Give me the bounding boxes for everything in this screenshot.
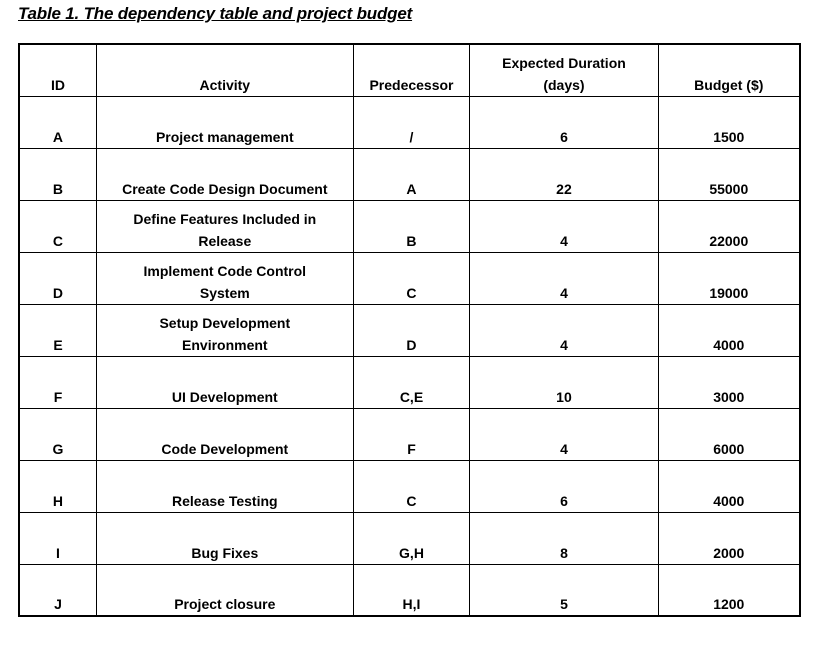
cell-predecessor: C,E [353, 356, 470, 408]
activity-line2: System [199, 284, 250, 301]
activity-line1: UI Development [171, 388, 278, 405]
table-row [19, 512, 800, 564]
table-row [19, 200, 800, 252]
cell-predecessor: B [353, 200, 470, 252]
activity-line1: Project closure [174, 596, 276, 612]
cell-activity [96, 200, 353, 252]
cell-duration: 4 [470, 408, 658, 460]
header-id: ID [19, 44, 96, 96]
table-row [19, 252, 800, 304]
activity-line1: Release Testing [172, 492, 278, 509]
cell-budget: 3000 [658, 356, 800, 408]
cell-budget: 4000 [658, 304, 800, 356]
cell-id: B [19, 148, 96, 200]
cell-activity [96, 148, 353, 200]
table-row [19, 96, 800, 148]
cell-id: C [19, 200, 96, 252]
cell-predecessor: / [353, 96, 470, 148]
table-header-row [19, 44, 800, 96]
activity-line2: Environment [182, 336, 268, 353]
cell-predecessor: G,H [353, 512, 470, 564]
activity-line1: Define Features Included in [133, 210, 317, 227]
cell-budget: 1500 [658, 96, 800, 148]
cell-predecessor: C [353, 460, 470, 512]
activity-line1: Bug Fixes [191, 544, 259, 561]
cell-predecessor: A [353, 148, 470, 200]
cell-predecessor: H,I [353, 564, 470, 616]
cell-id: A [19, 96, 96, 148]
cell-id: D [19, 252, 96, 304]
table-row [19, 356, 800, 408]
header-budget: Budget ($) [658, 44, 800, 96]
cell-budget: 19000 [658, 252, 800, 304]
cell-budget: 55000 [658, 148, 800, 200]
activity-line1: Project management [155, 128, 294, 145]
table-row [19, 564, 800, 616]
header-expected-duration [470, 44, 658, 96]
activity-line1: Code Development [161, 440, 289, 457]
cell-id: I [19, 512, 96, 564]
cell-id: F [19, 356, 96, 408]
header-duration-line2: (days) [543, 76, 585, 93]
cell-id: H [19, 460, 96, 512]
activity-line2: Release [198, 232, 252, 249]
cell-duration: 6 [470, 96, 658, 148]
table-row [19, 460, 800, 512]
cell-duration: 6 [470, 460, 658, 512]
table-caption: Table 1. The dependency table and project budget [18, 4, 413, 23]
cell-budget: 22000 [658, 200, 800, 252]
cell-activity [96, 564, 353, 616]
cell-predecessor: D [353, 304, 470, 356]
cell-activity [96, 96, 353, 148]
cell-predecessor: C [353, 252, 470, 304]
cell-duration: 22 [470, 148, 658, 200]
cell-duration: 10 [470, 356, 658, 408]
table-row [19, 304, 800, 356]
cell-activity [96, 408, 353, 460]
activity-line1: Implement Code Control [143, 262, 307, 279]
cell-id: E [19, 304, 96, 356]
header-predecessor: Predecessor [353, 44, 470, 96]
cell-duration: 5 [470, 564, 658, 616]
cell-duration: 4 [470, 200, 658, 252]
activity-line1: Create Code Design Document [122, 180, 328, 197]
cell-id: J [19, 564, 96, 616]
cell-id: G [19, 408, 96, 460]
header-duration-line1: Expected Duration [502, 54, 626, 71]
cell-budget: 1200 [658, 564, 800, 616]
header-activity: Activity [96, 44, 353, 96]
table-row [19, 148, 800, 200]
cell-duration: 8 [470, 512, 658, 564]
cell-budget: 6000 [658, 408, 800, 460]
cell-activity [96, 252, 353, 304]
dependency-table [18, 43, 801, 617]
cell-activity [96, 356, 353, 408]
cell-budget: 2000 [658, 512, 800, 564]
table-row [19, 408, 800, 460]
cell-activity [96, 460, 353, 512]
cell-duration: 4 [470, 252, 658, 304]
cell-predecessor: F [353, 408, 470, 460]
cell-activity [96, 304, 353, 356]
table-body [19, 96, 800, 616]
cell-duration: 4 [470, 304, 658, 356]
cell-budget: 4000 [658, 460, 800, 512]
cell-activity [96, 512, 353, 564]
activity-line1: Setup Development [159, 314, 291, 331]
